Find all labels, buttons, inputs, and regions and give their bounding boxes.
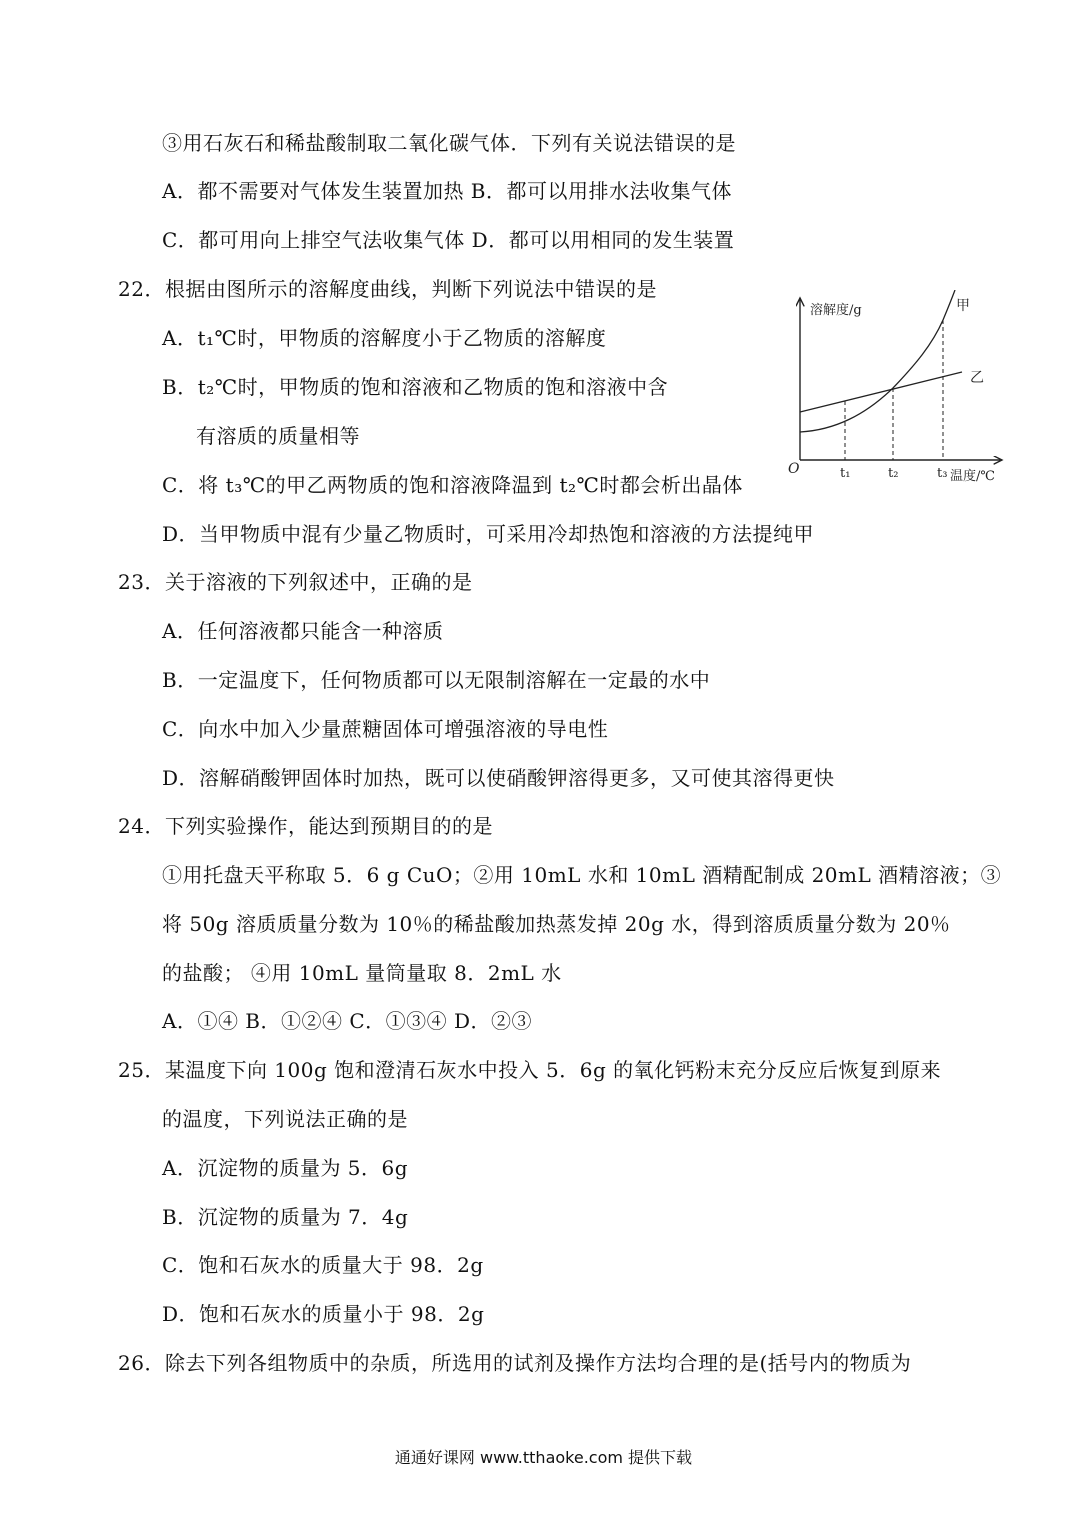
option-line: C．饱和石灰水的质量大于 98．2g xyxy=(162,1253,484,1277)
question-23: 23．关于溶液的下列叙述中，正确的是 xyxy=(118,570,473,594)
text-line: ③用石灰石和稀盐酸制取二氧化碳气体．下列有关说法错误的是 xyxy=(162,131,736,155)
tick-label-t1: t₁ xyxy=(840,466,851,481)
footer-text: 通通好课网 www.tthaoke.com 提供下载 xyxy=(394,1448,693,1467)
x-axis-label: 温度/℃ xyxy=(950,469,995,484)
question-24: 24．下列实验操作，能达到预期目的的是 xyxy=(118,814,493,838)
option-line: A．①④ B．①②④ C．①③④ D．②③ xyxy=(162,1009,533,1033)
text-line: 的温度，下列说法正确的是 xyxy=(162,1107,408,1131)
option-line: C．向水中加入少量蔗糖固体可增强溶液的导电性 xyxy=(162,717,609,741)
option-line: D．当甲物质中混有少量乙物质时，可采用冷却热饱和溶液的方法提纯甲 xyxy=(162,522,815,546)
option-line: A．沉淀物的质量为 5．6g xyxy=(162,1156,409,1180)
text-line: ①用托盘天平称取 5．6 g CuO；②用 10mL 水和 10mL 酒精配制成 20mL 酒精溶液；③ xyxy=(162,863,1002,887)
origin-label: O xyxy=(788,461,800,477)
question-25: 25．某温度下向 100g 饱和澄清石灰水中投入 5．6g 的氧化钙粉末充分反应后恢复到原来 xyxy=(118,1058,942,1082)
y-axis-label: 溶解度/g xyxy=(810,303,862,318)
option-line: D．饱和石灰水的质量小于 98．2g xyxy=(162,1302,485,1326)
tick-label-t2: t₂ xyxy=(888,466,899,481)
option-line: A．t₁℃时，甲物质的溶解度小于乙物质的溶解度 xyxy=(162,326,607,350)
option-line-cont: 有溶质的质量相等 xyxy=(196,424,360,448)
option-line: B．沉淀物的质量为 7．4g xyxy=(162,1205,409,1229)
option-line: B．一定温度下，任何物质都可以无限制溶解在一定最的水中 xyxy=(162,668,711,692)
question-26: 26．除去下列各组物质中的杂质，所选用的试剂及操作方法均合理的是(括号内的物质为 xyxy=(118,1351,912,1375)
option-line: A．都不需要对气体发生装置加热 B．都可以用排水法收集气体 xyxy=(162,179,732,203)
question-22: 22．根据由图所示的溶解度曲线，判断下列说法中错误的是 xyxy=(118,277,657,301)
curve-label-yi: 乙 xyxy=(970,370,984,386)
solubility-chart xyxy=(780,290,1010,490)
curve-yi xyxy=(800,372,962,412)
option-line: D．溶解硝酸钾固体时加热，既可以使硝酸钾溶得更多，又可使其溶得更快 xyxy=(162,766,835,790)
text-line: 的盐酸； ④用 10mL 量筒量取 8．2mL 水 xyxy=(162,961,562,985)
option-line: C．都可用向上排空气法收集气体 D．都可以用相同的发生装置 xyxy=(162,228,735,252)
option-line: A．任何溶液都只能含一种溶质 xyxy=(162,619,444,643)
tick-label-t3: t₃ xyxy=(937,466,948,481)
curve-label-jia: 甲 xyxy=(956,298,970,314)
text-line: 将 50g 溶质质量分数为 10％的稀盐酸加热蒸发掉 20g 水，得到溶质质量分数为 20％ xyxy=(162,912,951,936)
option-line: B．t₂℃时，甲物质的饱和溶液和乙物质的饱和溶液中含 xyxy=(162,375,669,399)
option-line: C．将 t₃℃的甲乙两物质的饱和溶液降温到 t₂℃时都会析出晶体 xyxy=(162,473,743,497)
